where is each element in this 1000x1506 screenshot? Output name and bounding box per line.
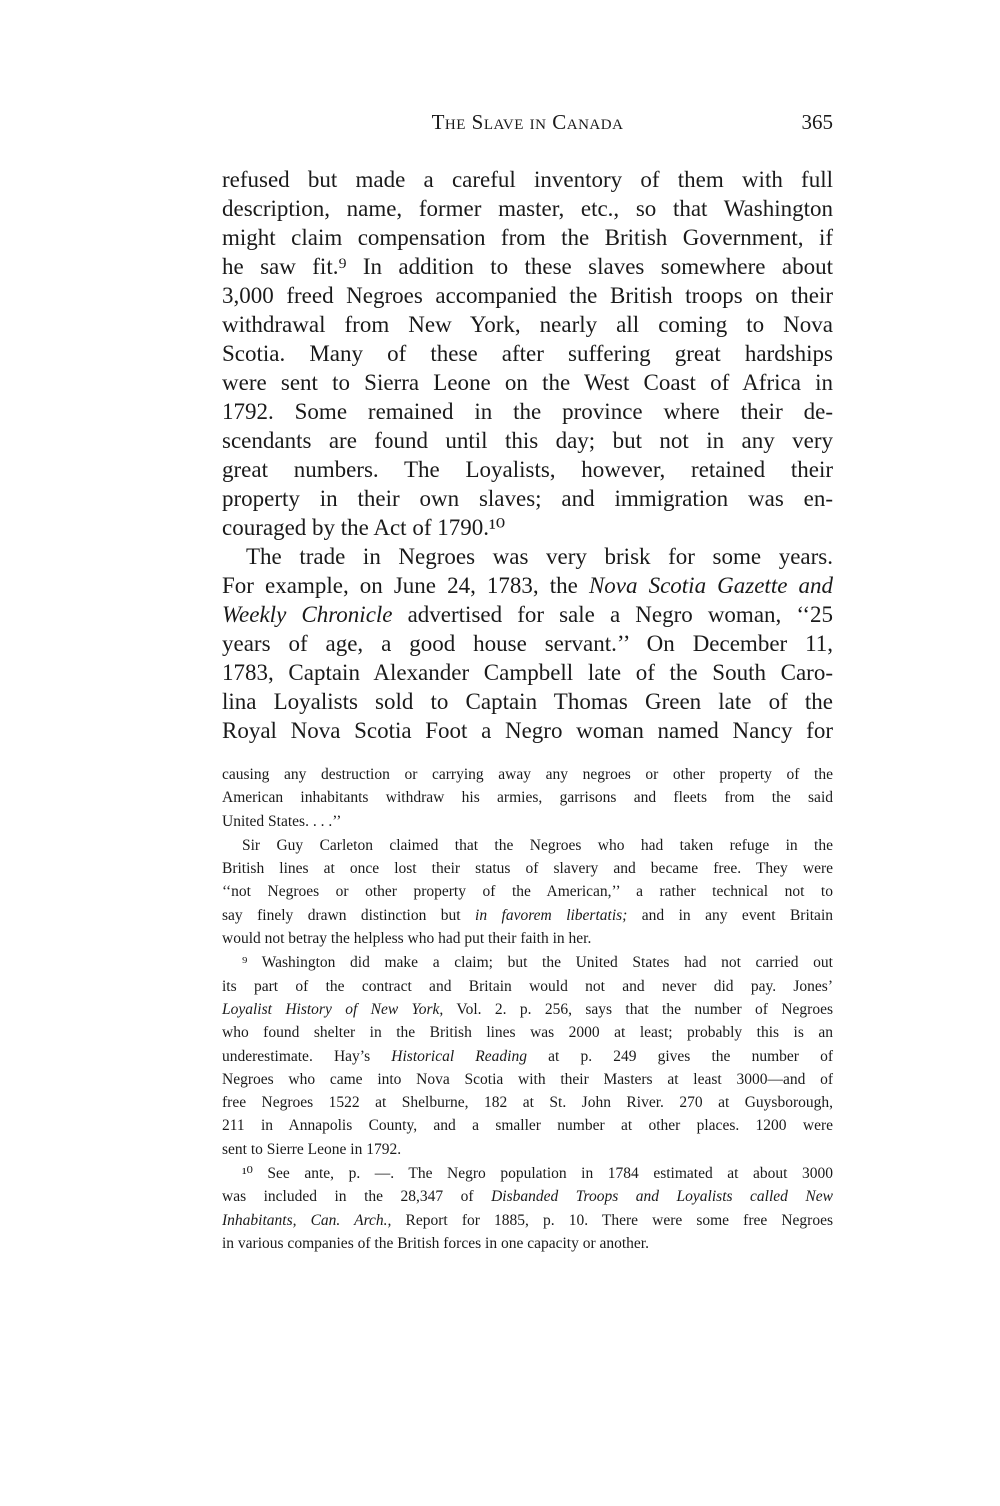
- text-segment: advertised for sale a Negro woman, ‘‘25: [392, 602, 833, 627]
- paragraph: [222, 165, 833, 542]
- footnotes: [222, 763, 833, 1256]
- italic-text: in favorem libertatis;: [475, 906, 628, 924]
- text-line: [222, 426, 833, 455]
- text-segment: underestimate. Hay’s: [222, 1047, 392, 1065]
- paragraph: [222, 542, 833, 745]
- text-segment: its part of the contract and Britain would not and never did pay. Jones’: [222, 977, 833, 995]
- italic-text: Historical Reading: [391, 1047, 527, 1065]
- text-segment: who found shelter in the British lines was 2000 at least; probably this is an: [222, 1024, 833, 1042]
- text-line: [222, 629, 833, 658]
- page-number: 365: [801, 110, 833, 134]
- text-segment: 1783, Captain Alexander Campbell late of the South Caro-: [222, 660, 833, 685]
- text-segment: might claim compensation from the British Government, if: [222, 225, 833, 250]
- text-line: [222, 927, 833, 950]
- text-line: [222, 904, 833, 927]
- text-segment: couraged by the Act of 1790.¹⁰: [222, 515, 506, 540]
- text-line: [222, 857, 833, 880]
- text-line: [222, 1185, 833, 1208]
- running-header: [222, 110, 833, 140]
- italic-text: Weekly Chronicle: [222, 602, 393, 627]
- italic-text: Disbanded Troops and Loyalists called New: [491, 1188, 833, 1206]
- text-segment: The trade in Negroes was very brisk for some years.: [246, 544, 833, 569]
- text-segment: and in any event Britain: [627, 906, 833, 924]
- text-segment: free Negroes 1522 at Shelburne, 182 at St. John River. 270 at Guysborough,: [222, 1094, 833, 1112]
- text-segment: withdrawal from New York, nearly all coming to Nova: [222, 312, 833, 337]
- text-segment: were sent to Sierra Leone on the West Coast of Africa in: [222, 370, 833, 395]
- text-line: [222, 1068, 833, 1091]
- text-segment: say finely drawn distinction but: [222, 906, 476, 924]
- text-segment: United States. . . .’’: [222, 812, 342, 830]
- text-line: [222, 880, 833, 903]
- text-line: [222, 975, 833, 998]
- text-line: [222, 310, 833, 339]
- text-segment: sent to Sierre Leone in 1792.: [222, 1140, 402, 1158]
- text-segment: American inhabitants withdraw his armies, garrisons and fleets from the said: [222, 789, 833, 807]
- text-segment: For example, on June 24, 1783, the: [222, 573, 589, 598]
- text-line: [222, 951, 833, 974]
- text-line: [222, 1138, 833, 1161]
- text-segment: Sir Guy Carleton claimed that the Negroes who had taken refuge in the: [242, 836, 833, 854]
- italic-text: Loyalist History of New York,: [222, 1000, 444, 1018]
- text-line: [222, 763, 833, 786]
- text-line: [222, 1209, 833, 1232]
- footnote: [222, 1162, 833, 1255]
- text-line: [222, 513, 833, 542]
- text-segment: in various companies of the British forces in one capacity or another.: [222, 1234, 649, 1252]
- text-segment: refused but made a careful inventory of them with full: [222, 167, 833, 192]
- running-title: The Slave in Canada: [431, 110, 624, 134]
- text-line: [222, 194, 833, 223]
- text-line: [222, 1232, 833, 1255]
- footnote: [222, 834, 833, 950]
- text-segment: Scotia. Many of these after suffering great hardships: [222, 341, 833, 366]
- text-line: [222, 786, 833, 809]
- italic-text: Nova Scotia Gazette and: [588, 573, 833, 598]
- text-segment: Negroes who came into Nova Scotia with their Masters at least 3000—and of: [222, 1070, 833, 1088]
- text-segment: would not betray the helpless who had put their faith in her.: [222, 930, 592, 948]
- text-line: [222, 716, 833, 745]
- text-line: [222, 484, 833, 513]
- text-segment: ¹⁰ See ante, p. —. The Negro population in 1784 estimated at about 3000: [242, 1165, 833, 1183]
- text-segment: at p. 249 gives the number of: [526, 1047, 833, 1065]
- footnote: [222, 763, 833, 833]
- text-segment: British lines at once lost their status of slavery and became free. They were: [222, 860, 833, 878]
- text-line: [222, 165, 833, 194]
- text-line: [222, 687, 833, 716]
- text-segment: was included in the 28,347 of: [222, 1188, 492, 1206]
- text-segment: description, name, former master, etc., so that Washington: [222, 196, 833, 221]
- text-segment: causing any destruction or carrying away any negroes or other property of the: [222, 766, 833, 783]
- text-segment: years of age, a good house servant.’’ On December 11,: [222, 631, 833, 656]
- text-segment: 211 in Annapolis County, and a smaller number at other places. 1200 were: [222, 1117, 833, 1135]
- text-line: [222, 1045, 833, 1068]
- text-segment: Royal Nova Scotia Foot a Negro woman named Nancy for: [222, 718, 833, 743]
- text-line: [222, 571, 833, 600]
- text-line: [222, 542, 833, 571]
- text-segment: lina Loyalists sold to Captain Thomas Green late of the: [222, 689, 833, 714]
- text-line: [222, 455, 833, 484]
- text-line: [222, 834, 833, 857]
- text-segment: he saw fit.⁹ In addition to these slaves somewhere about: [222, 254, 833, 279]
- text-segment: property in their own slaves; and immigration was en-: [222, 486, 833, 511]
- text-segment: Report for 1885, p. 10. There were some free Negroes: [391, 1211, 833, 1229]
- text-segment: ⁹ Washington did make a claim; but the United States had not carried out: [242, 954, 833, 972]
- text-line: [222, 1091, 833, 1114]
- text-line: [222, 368, 833, 397]
- text-line: [222, 339, 833, 368]
- text-line: [222, 658, 833, 687]
- text-line: [222, 998, 833, 1021]
- text-segment: great numbers. The Loyalists, however, retained their: [222, 457, 833, 482]
- text-line: [222, 1021, 833, 1044]
- text-line: [222, 397, 833, 426]
- text-line: [222, 252, 833, 281]
- text-line: [222, 600, 833, 629]
- text-segment: 3,000 freed Negroes accompanied the British troops on their: [222, 283, 833, 308]
- italic-text: Inhabitants, Can. Arch.,: [222, 1211, 392, 1229]
- text-segment: ‘‘not Negroes or other property of the American,’’ a rather technical not to: [222, 883, 833, 901]
- text-line: [222, 223, 833, 252]
- text-segment: 1792. Some remained in the province where their de-: [222, 399, 833, 424]
- text-line: [222, 1114, 833, 1137]
- text-segment: Vol. 2. p. 256, says that the number of Negroes: [443, 1000, 833, 1018]
- text-line: [222, 810, 833, 833]
- text-line: [222, 281, 833, 310]
- text-segment: scendants are found until this day; but not in any very: [222, 428, 833, 453]
- footnote: [222, 951, 833, 1161]
- text-line: [222, 1162, 833, 1185]
- main-text: [222, 165, 833, 745]
